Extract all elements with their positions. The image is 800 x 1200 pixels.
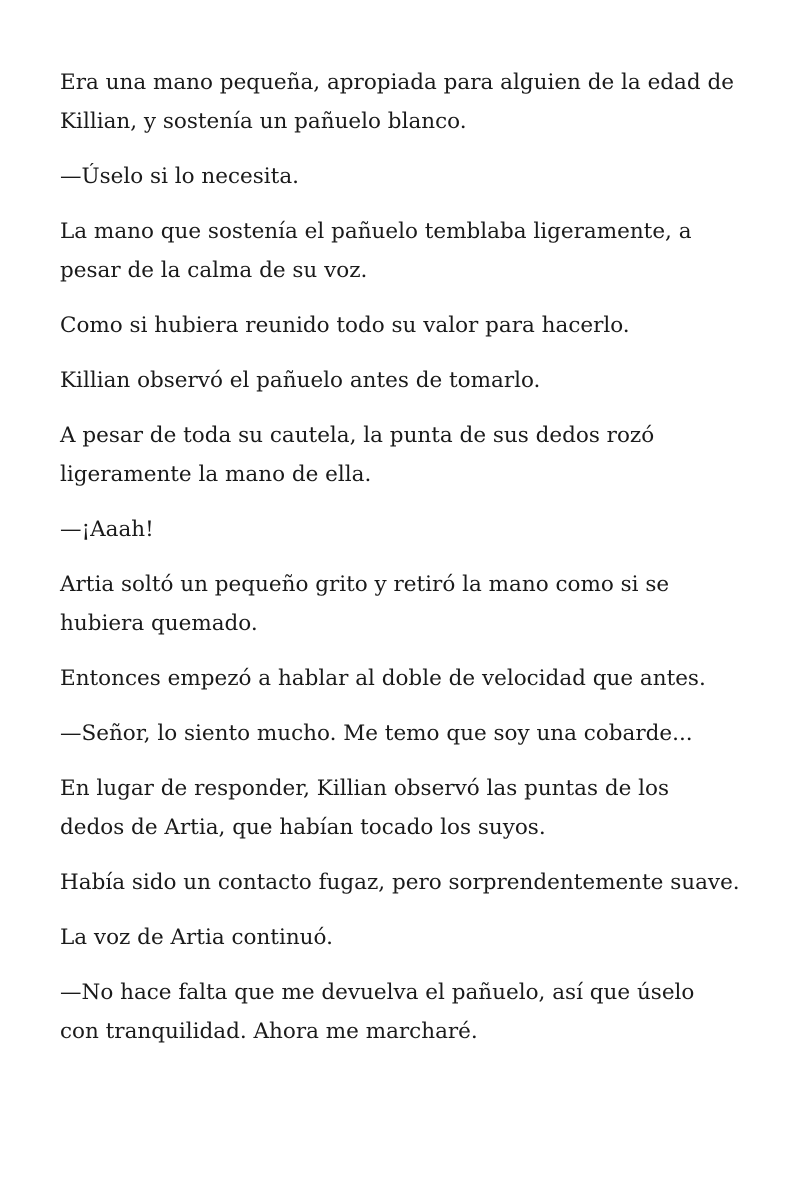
paragraph: Era una mano pequeña, apropiada para alguien de la edad de Killian, y sostenía un pañuelo blanco. bbox=[60, 70, 734, 134]
paragraph: Artia soltó un pequeño grito y retiró la mano como si se hubiera quemado. bbox=[60, 572, 670, 636]
paragraph: —¡Aaah! bbox=[60, 517, 154, 542]
paragraph: —Señor, lo siento mucho. Me temo que soy una cobarde... bbox=[60, 721, 693, 746]
paragraph: —No hace falta que me devuelva el pañuelo, así que úselo con tranquilidad. Ahora me marcharé. bbox=[60, 980, 695, 1044]
paragraph: —Úselo si lo necesita. bbox=[60, 164, 299, 189]
paragraph: En lugar de responder, Killian observó las puntas de los dedos de Artia, que habían tocado los suyos. bbox=[60, 776, 670, 840]
reading-page bbox=[60, 63, 740, 1067]
paragraph: Como si hubiera reunido todo su valor para hacerlo. bbox=[60, 313, 630, 338]
paragraph: Killian observó el pañuelo antes de tomarlo. bbox=[60, 368, 541, 393]
paragraph: Había sido un contacto fugaz, pero sorprendentemente suave. bbox=[60, 870, 740, 895]
paragraph: La mano que sostenía el pañuelo temblaba ligeramente, a pesar de la calma de su voz. bbox=[60, 219, 692, 283]
paragraph: La voz de Artia continuó. bbox=[60, 925, 333, 950]
paragraph: Entonces empezó a hablar al doble de velocidad que antes. bbox=[60, 666, 706, 691]
paragraph: A pesar de toda su cautela, la punta de sus dedos rozó ligeramente la mano de ella. bbox=[60, 423, 655, 487]
